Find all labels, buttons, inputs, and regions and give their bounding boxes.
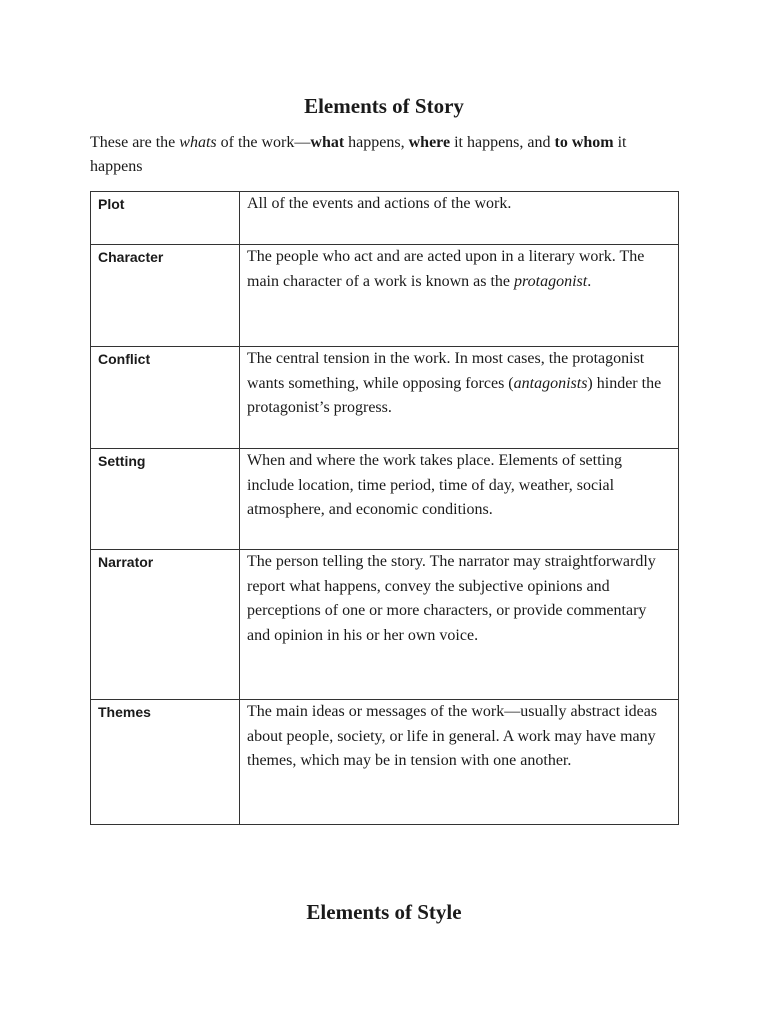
definition-text <box>247 245 668 294</box>
section-title: Elements of Style <box>306 900 462 924</box>
definition-cell <box>240 449 679 550</box>
definition-cell <box>240 192 679 245</box>
table-row <box>91 192 679 245</box>
intro-text: it happens <box>90 134 627 175</box>
intro-paragraph <box>90 131 680 179</box>
intro-emphasis-whats: whats <box>179 134 217 151</box>
definition-text: The person telling the story. The narrator may straightforwardly report what happens, convey the subjective opinions and perceptions of one or more characters, or provide commentary and opinion in his or her own voice. <box>247 553 656 644</box>
term-cell-character: Character <box>91 245 240 347</box>
intro-bold-where: where <box>408 134 451 151</box>
term-cell-themes: Themes <box>91 700 240 825</box>
intro-text: it happens, and <box>450 134 555 151</box>
definition-emphasis: antagonists <box>513 374 588 392</box>
definition-cell <box>240 347 679 449</box>
intro-bold-to-whom: to whom <box>554 134 614 151</box>
table-row <box>91 700 679 825</box>
table-row <box>91 245 679 347</box>
intro-text: happens, <box>344 134 409 151</box>
definition-emphasis: protagonist <box>514 272 588 290</box>
definition-cell <box>240 700 679 825</box>
term-cell-narrator: Narrator <box>91 550 240 700</box>
definition-text: The main ideas or messages of the work—usually abstract ideas about people, society, or life in general. A work may have many themes, which may be in tension with one another. <box>247 703 658 769</box>
intro-text: These are the <box>90 134 180 151</box>
table-row <box>91 347 679 449</box>
definition-text: When and where the work takes place. Elements of setting include location, time period, time of day, weather, social atmosphere, and economic conditions. <box>247 452 622 518</box>
definition-text-part: The people who act and are acted upon in a literary work. The main character of a work is known as the <box>247 248 645 290</box>
definition-text: All of the events and actions of the work. <box>247 195 512 212</box>
table-row <box>91 550 679 700</box>
page-title: Elements of Story <box>304 94 464 118</box>
definition-cell <box>240 245 679 347</box>
definition-cell <box>240 550 679 700</box>
intro-bold-what: what <box>310 134 345 151</box>
term-cell-conflict: Conflict <box>91 347 240 449</box>
elements-table <box>90 191 679 825</box>
intro-text: of the work— <box>216 134 311 151</box>
definition-text-part: ) hinder the protagonist’s progress. <box>247 374 662 416</box>
definition-text <box>247 347 668 421</box>
definition-text-part: . <box>587 272 592 290</box>
term-cell-plot: Plot <box>91 192 240 245</box>
table-row <box>91 449 679 550</box>
definition-text-part: The central tension in the work. In most cases, the protagonist wants something, while opposing forces ( <box>247 350 645 392</box>
term-cell-setting: Setting <box>91 449 240 550</box>
